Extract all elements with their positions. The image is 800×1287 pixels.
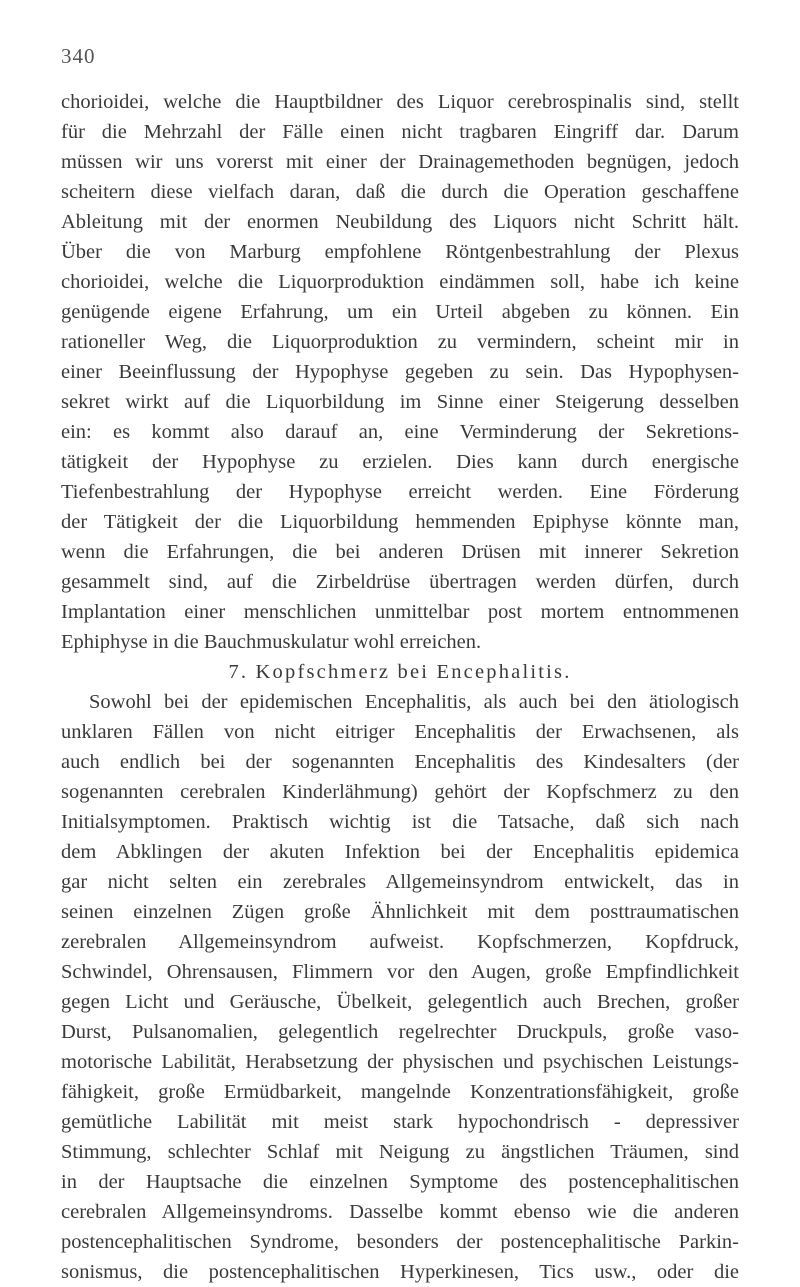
text-line: gar nicht selten ein zerebrales Allgemeinsyndrom entwickelt, das in — [61, 871, 739, 893]
text-line: Durst, Pulsanomalien, gelegentlich regelrechter Druckpuls, große vaso- — [61, 1021, 739, 1043]
text-line: rationeller Weg, die Liquorproduktion zu vermindern, scheint mir in — [61, 331, 739, 353]
text-line: chorioidei, welche die Liquorproduktion eindämmen soll, habe ich keine — [61, 271, 739, 293]
text-line: gegen Licht und Geräusche, Übelkeit, gelegentlich auch Brechen, großer — [61, 991, 739, 1013]
text-line: unklaren Fällen von nicht eitriger Encephalitis der Erwachsenen, als — [61, 721, 739, 743]
text-line: der Tätigkeit der die Liquorbildung hemmenden Epiphyse könnte man, — [61, 511, 739, 533]
section-heading: 7. Kopfschmerz bei Encephalitis. — [228, 661, 572, 683]
text-line: Implantation einer menschlichen unmittelbar post mortem entnommenen — [61, 601, 739, 623]
text-line: chorioidei, welche die Hauptbildner des Liquor cerebrospinalis sind, stellt — [61, 91, 739, 113]
text-line: dem Abklingen der akuten Infektion bei der Encephalitis epidemica — [61, 841, 739, 863]
text-line: seinen einzelnen Zügen große Ähnlichkeit mit dem posttraumatischen — [61, 901, 739, 923]
text-line: Stimmung, schlechter Schlaf mit Neigung zu ängstlichen Träumen, sind — [61, 1141, 739, 1163]
text-line: Ableitung mit der enormen Neubildung des Liquors nicht Schritt hält. — [61, 211, 739, 233]
text-line: zerebralen Allgemeinsyndrom aufweist. Kopfschmerzen, Kopfdruck, — [61, 931, 739, 953]
text-line: scheitern diese vielfach daran, daß die durch die Operation geschaffene — [61, 181, 739, 203]
text-line: sekret wirkt auf die Liquorbildung im Sinne einer Steigerung desselben — [61, 391, 739, 413]
text-line: fähigkeit, große Ermüdbarkeit, mangelnde Konzentrationsfähigkeit, große — [61, 1081, 739, 1103]
text-line: Ephiphyse in die Bauchmuskulatur wohl erreichen. — [61, 631, 482, 653]
page-number: 340 — [61, 44, 96, 68]
text-line: auch endlich bei der sogenannten Encephalitis des Kindesalters (der — [61, 751, 739, 773]
text-line: tätigkeit der Hypophyse zu erzielen. Dies kann durch energische — [61, 451, 739, 473]
text-line: Über die von Marburg empfohlene Röntgenbestrahlung der Plexus — [61, 241, 739, 263]
text-line: sogenannten cerebralen Kinderlähmung) gehört der Kopfschmerz zu den — [61, 781, 739, 803]
text-line: sonismus, die postencephalitischen Hyperkinesen, Tics usw., oder die — [61, 1261, 739, 1283]
text-line: postencephalitischen Syndrome, besonders der postencephalitische Parkin- — [61, 1231, 739, 1253]
body-text — [61, 87, 739, 1287]
text-line: gesammelt sind, auf die Zirbeldrüse übertragen werden dürfen, durch — [61, 571, 739, 593]
text-line: Schwindel, Ohrensausen, Flimmern vor den Augen, große Empfindlichkeit — [61, 961, 739, 983]
text-line: cerebralen Allgemeinsyndroms. Dasselbe kommt ebenso wie die anderen — [61, 1201, 739, 1223]
text-line: gemütliche Labilität mit meist stark hypochondrisch - depressiver — [61, 1111, 739, 1133]
text-line: genügende eigene Erfahrung, um ein Urteil abgeben zu können. Ein — [61, 301, 739, 323]
text-line: wenn die Erfahrungen, die bei anderen Drüsen mit innerer Sekretion — [61, 541, 739, 563]
text-line: in der Hauptsache die einzelnen Symptome des postencephalitischen — [61, 1171, 739, 1193]
text-line: müssen wir uns vorerst mit einer der Drainagemethoden begnügen, jedoch — [61, 151, 739, 173]
text-line: Tiefenbestrahlung der Hypophyse erreicht werden. Eine Förderung — [61, 481, 739, 503]
text-line: Initialsymptomen. Praktisch wichtig ist die Tatsache, daß sich nach — [61, 811, 739, 833]
text-line: Sowohl bei der epidemischen Encephalitis, als auch bei den ätiologisch — [89, 691, 739, 713]
text-line: motorische Labilität, Herabsetzung der physischen und psychischen Leistungs- — [61, 1051, 739, 1073]
text-line: für die Mehrzahl der Fälle einen nicht tragbaren Eingriff dar. Darum — [61, 121, 739, 143]
text-line: ein: es kommt also darauf an, eine Verminderung der Sekretions- — [61, 421, 739, 443]
text-line: einer Beeinflussung der Hypophyse gegeben zu sein. Das Hypophysen- — [61, 361, 739, 383]
